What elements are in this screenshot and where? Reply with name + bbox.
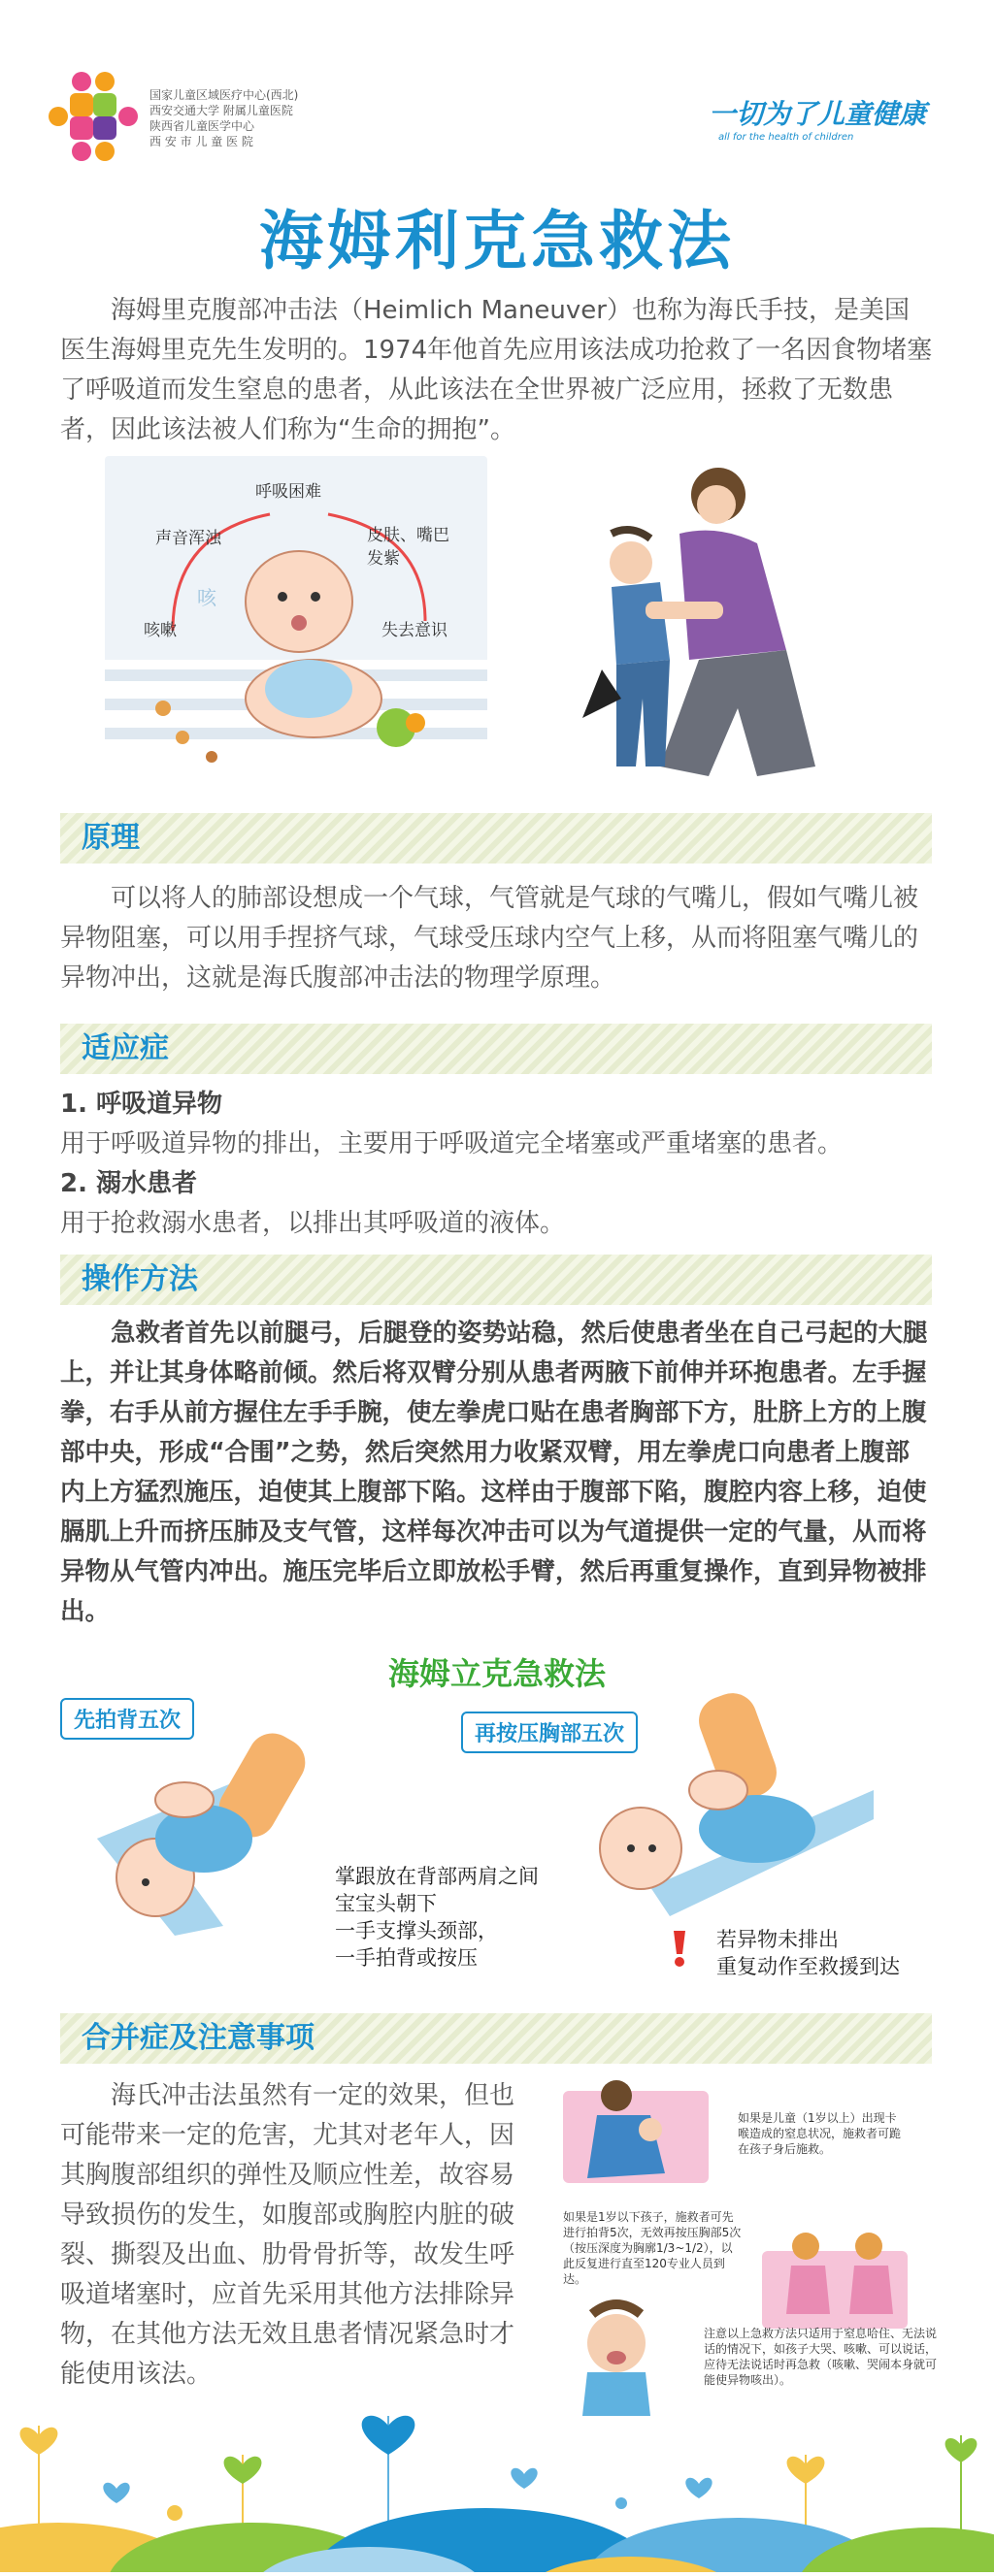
section-header-method (60, 1255, 932, 1305)
org-line: 西安交通大学 附属儿童医院 (149, 104, 293, 117)
page-title: 海姆利克急救法 (259, 204, 735, 278)
instruction-line: 若异物未排出 (716, 1928, 839, 1951)
step-two-badge: 再按压胸部五次 (461, 1712, 638, 1753)
section-header-principle (60, 813, 932, 864)
instruction-line: 宝宝头朝下 (335, 1892, 437, 1915)
symptom-label: 皮肤、嘴巴发紫 (367, 526, 449, 569)
instruction-line: 一手拍背或按压 (335, 1946, 478, 1970)
symptom-label: 咳嗽 (144, 621, 177, 640)
child-note: 如果是儿童（1岁以上）出现卡喉造成的窒息状况，施救者可跪在孩子身后施救。 (738, 2111, 902, 2156)
section-header-indications (60, 1024, 932, 1074)
indication-text: 用于呼吸道异物的排出，主要用于呼吸道完全堵塞或严重堵塞的患者。 (60, 1129, 844, 1158)
choking-symptoms-illustration (105, 456, 487, 796)
org-line: 西 安 市 儿 童 医 院 (149, 135, 253, 148)
child-note: 如果是1岁以下孩子，施救者可先进行拍背5次，无效再按压胸部5次（按压深度为胸廓1/3~1/2），以此反复进行直至120专业人员到达。 (563, 2210, 742, 2286)
section-title: 原理 (82, 821, 140, 855)
symptom-label: 呼吸困难 (255, 482, 321, 502)
symptom-label: 失去意识 (381, 621, 447, 640)
slogan-subtext: all for the health of children (718, 132, 854, 143)
warning-icon (668, 1929, 691, 1968)
principle-paragraph: 可以将人的肺部设想成一个气球，气管就是气球的气嘴儿，假如气嘴儿被异物阻塞，可以用手捏挤气球，气球受压球内空气上移，从而将阻塞气嘴儿的异物冲出，这就是海氏腹部冲击法的物理学原理。 (60, 884, 919, 993)
back-blow-instructions (335, 1863, 539, 1972)
instruction-line: 重复动作至救援到达 (716, 1955, 900, 1978)
org-line: 国家儿童区域医疗中心(西北) (149, 88, 299, 102)
instruction-line: 一手支撑头颈部， (335, 1919, 498, 1942)
child-first-aid-panel (558, 2071, 942, 2421)
section-title: 适应症 (82, 1031, 169, 1065)
org-line: 陕西省儿童医学中心 (149, 119, 255, 133)
child-note: 注意以上急救方法只适用于窒息哈住、无法说话的情况下，如孩子大哭、咳嗽、可以说话，应待无法说话时再急救（咳嗽、哭闹本身就可能使异物咳出）。 (704, 2327, 938, 2387)
chest-thrust-illustration (592, 1693, 883, 1916)
intro-paragraph: 海姆里克腹部冲击法（Heimlich Maneuver）也称为海氏手技，是美国医生海姆里克先生发明的。1974年他首先应用该法成功抢救了一名因食物堵塞了呼吸道而发生窒息的患者，从此该法在全世界被广泛应用，拯救了无数患者，因此该法被人们称为“生命的拥抱”。 (60, 296, 933, 444)
slogan (709, 93, 951, 143)
heimlich-adult-child-illustration (563, 456, 845, 796)
hospital-logo (45, 68, 142, 165)
section-title: 操作方法 (82, 1262, 198, 1296)
slogan-text: 一切为了儿童健康 (709, 98, 927, 130)
footer-decoration (0, 2397, 994, 2572)
repeat-instructions (716, 1926, 900, 1980)
section-title: 合并症及注意事项 (82, 2021, 315, 2055)
method-paragraph: 急救者首先以前腿弓，后腿登的姿势站稳，然后使患者坐在自己弓起的大腿上，并让其身体略前倾。然后将双臂分别从患者两腋下前伸并环抱患者。左手握拳，右手从前方握住左手手腕，使左拳虎口贴在患者胸部下方，肚脐上方的上腹部中央，形成“合围”之势，然后突然用力收紧双臂，用左拳虎口向患者上腹部内上方猛烈施压，迫使其上腹部下陷。这样由于腹部下陷，腹腔内容上移，迫使膈肌上升而挤压肺及支气管，这样每次冲击可以为气道提供一定的气量，从而将异物从气管内冲出。施压完毕后立即放松手臂，然后再重复操作，直到异物被排出。 (60, 1319, 928, 1626)
back-blow-illustration (87, 1693, 330, 1936)
indication-text: 用于抢救溺水患者，以排出其呼吸道的液体。 (60, 1209, 566, 1238)
instruction-line: 掌跟放在背部两肩之间 (335, 1865, 539, 1888)
section-header-complications (60, 2013, 932, 2064)
organization-names (149, 87, 363, 149)
indications-list (60, 1085, 934, 1244)
complications-paragraph: 海氏冲击法虽然有一定的效果，但也可能带来一定的危害，尤其对老年人，因其胸腹部组织的弹性及顺应性差，故容易导致损伤的发生，如腹部或胸腔内脏的破裂、撕裂及出血、肋骨骨折等，故发生呼吸道堵塞时，应首先采用其他方法排除异物，在其他方法无效且患者情况紧急时才能使用该法。 (60, 2081, 515, 2389)
symptom-label: 声音浑浊 (155, 529, 221, 548)
infant-heimlich-title: 海姆立克急救法 (387, 1655, 606, 1692)
cough-label: 咳 (197, 586, 216, 609)
indication-heading: 1. 呼吸道异物 (60, 1090, 223, 1119)
step-one-badge: 先拍背五次 (60, 1698, 194, 1740)
indication-heading: 2. 溺水患者 (60, 1169, 198, 1198)
